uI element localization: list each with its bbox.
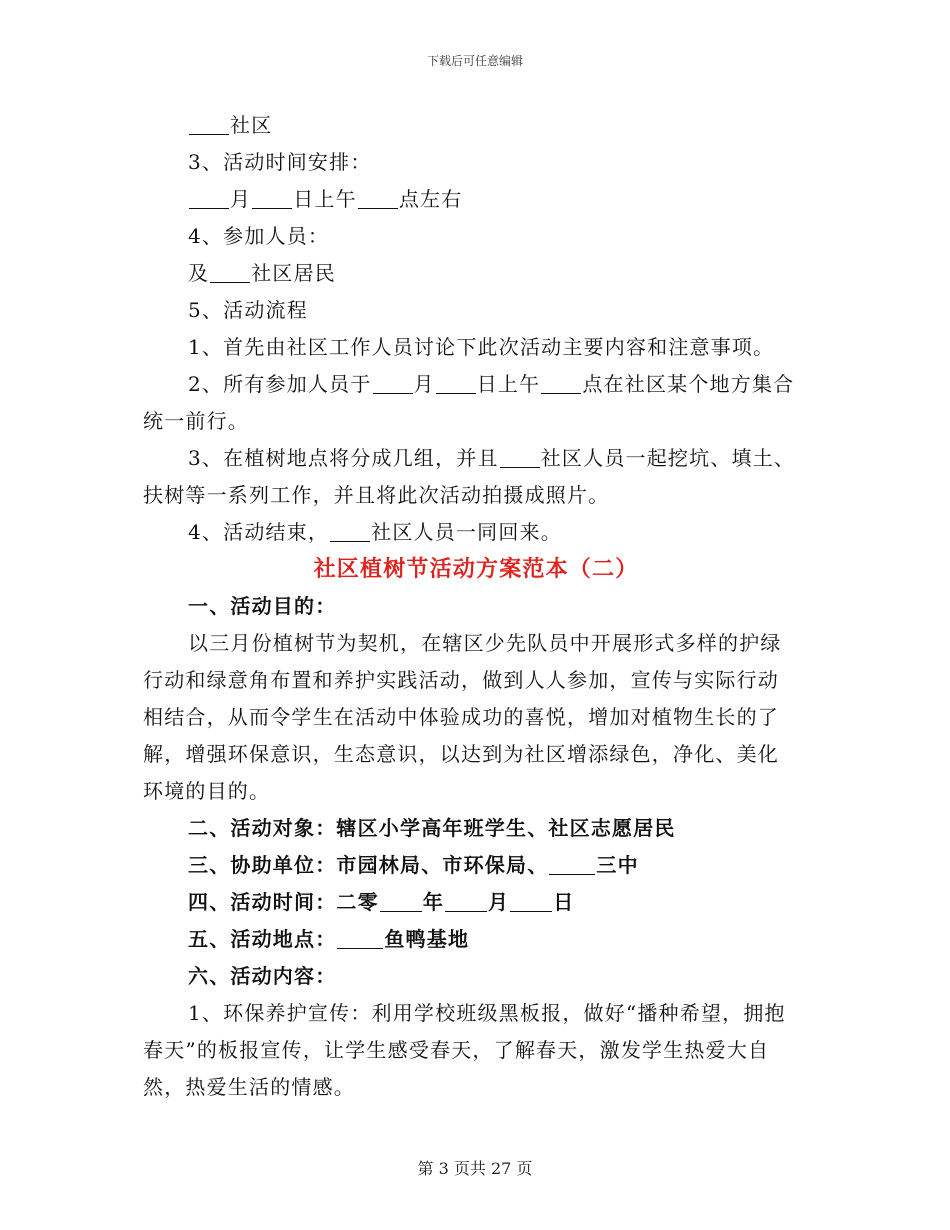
text-segment: 社区 bbox=[230, 113, 273, 137]
fill-blank bbox=[549, 854, 595, 875]
text-segment: 四、活动时间：二零 bbox=[188, 890, 379, 914]
page-header: 下载后可任意编辑 bbox=[426, 54, 523, 68]
fill-blank bbox=[445, 891, 487, 912]
fill-blank bbox=[337, 928, 383, 949]
fill-blank bbox=[210, 262, 250, 283]
text-line bbox=[143, 255, 809, 292]
text-segment: 及 bbox=[188, 261, 210, 285]
text-line: 春天”的板报宣传，让学生感受春天，了解春天，激发学生热爱大自 bbox=[143, 1038, 770, 1062]
section-heading bbox=[143, 847, 809, 884]
text-segment: 三、协助单位：市园林局、市环保局、 bbox=[188, 853, 549, 877]
text-segment: 4、活动结束， bbox=[188, 520, 330, 544]
text-line: 相结合，从而令学生在活动中体验成功的喜悦，增加对植物生长的了 bbox=[143, 705, 779, 729]
text-line bbox=[143, 440, 809, 477]
text-line bbox=[143, 181, 809, 218]
text-segment: 社区居民 bbox=[251, 261, 337, 285]
section-heading: 六、活动内容： bbox=[188, 964, 337, 988]
text-segment: 月 bbox=[413, 372, 435, 396]
text-line: 1、首先由社区工作人员讨论下此次活动主要内容和注意事项。 bbox=[188, 335, 775, 359]
text-line: 以三月份植树节为契机，在辖区少先队员中开展形式多样的护绿 bbox=[188, 631, 782, 655]
text-line: 5、活动流程 bbox=[188, 298, 308, 322]
text-segment: 五、活动地点： bbox=[188, 927, 337, 951]
text-segment: 点在社区某个地方集合 bbox=[582, 372, 795, 396]
text-segment: 鱼鸭基地 bbox=[384, 927, 470, 951]
section-heading: 二、活动对象：辖区小学高年班学生、社区志愿居民 bbox=[188, 816, 676, 840]
fill-blank bbox=[189, 188, 229, 209]
fill-blank bbox=[373, 373, 413, 394]
text-segment: 日上午 bbox=[476, 372, 541, 396]
text-segment: 2、所有参加人员于 bbox=[188, 372, 372, 396]
fill-blank bbox=[380, 891, 422, 912]
fill-blank bbox=[330, 521, 370, 542]
section-heading bbox=[143, 921, 809, 958]
text-line: 解，增强环保意识，生态意识，以达到为社区增添绿色，净化、美化 bbox=[143, 742, 779, 766]
text-line: 1、环保养护宣传：利用学校班级黑板报，做好“播种希望，拥抱 bbox=[188, 1001, 786, 1025]
text-line: 统一前行。 bbox=[143, 409, 249, 433]
section-title: 社区植树节活动方案范本（二） bbox=[313, 556, 639, 582]
text-segment: 点左右 bbox=[398, 187, 463, 211]
text-segment: 社区人员一同回来。 bbox=[371, 520, 562, 544]
text-segment: 月 bbox=[488, 890, 510, 914]
fill-blank bbox=[252, 188, 292, 209]
text-segment: 三中 bbox=[596, 853, 639, 877]
text-line: 然，热爱生活的情感。 bbox=[143, 1075, 355, 1099]
text-line: 环境的目的。 bbox=[143, 779, 271, 803]
text-segment: 年 bbox=[422, 890, 445, 914]
text-segment: 日 bbox=[553, 890, 575, 914]
document-body bbox=[143, 107, 809, 1106]
text-line: 3、活动时间安排： bbox=[188, 150, 372, 174]
text-line bbox=[143, 107, 809, 144]
section-heading bbox=[143, 884, 809, 921]
text-line bbox=[143, 514, 809, 551]
fill-blank bbox=[436, 373, 476, 394]
fill-blank bbox=[541, 373, 581, 394]
text-line: 行动和绿意角布置和养护实践活动，做到人人参加，宣传与实际行动 bbox=[143, 668, 779, 692]
section-heading: 一、活动目的： bbox=[188, 594, 337, 618]
text-segment: 月 bbox=[230, 187, 252, 211]
fill-blank bbox=[510, 891, 552, 912]
text-segment: 3、在植树地点将分成几组，并且 bbox=[188, 446, 499, 470]
fill-blank bbox=[189, 114, 229, 135]
text-line bbox=[143, 366, 809, 403]
fill-blank bbox=[358, 188, 398, 209]
text-line: 4、参加人员： bbox=[188, 224, 330, 248]
text-line: 扶树等一系列工作，并且将此次活动拍摄成照片。 bbox=[143, 483, 610, 507]
text-segment: 日上午 bbox=[293, 187, 357, 211]
page-footer: 第 3 页共 27 页 bbox=[417, 1159, 533, 1178]
text-segment: 社区人员一起挖坑、填土、 bbox=[540, 446, 796, 470]
fill-blank bbox=[500, 447, 540, 468]
